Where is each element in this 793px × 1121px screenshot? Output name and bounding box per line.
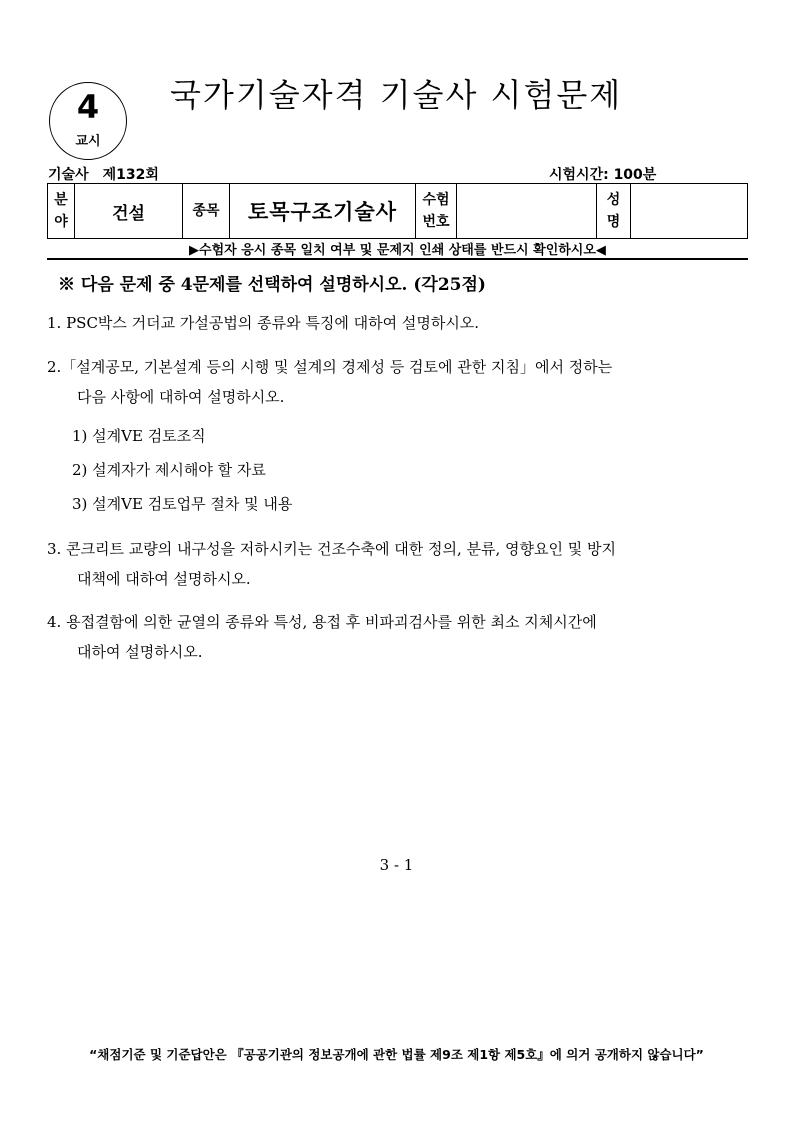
session-number: 4: [76, 88, 100, 126]
exam-info-table: [47, 183, 748, 239]
page-number: 3 - 1: [379, 856, 414, 874]
session-badge: [49, 82, 127, 160]
question-2-sub-2: 2) 설계자가 제시해야 할 자료: [72, 461, 266, 479]
question-2: 2.「설계공모, 기본설계 등의 시행 및 설계의 경제성 등 검토에 관한 지침」에서 정하는 다음 사항에 대하여 설명하시오.: [47, 358, 613, 406]
exam-title: 국가기술자격 기술사 시험문제: [170, 76, 623, 114]
field-label: 분 야: [48, 184, 75, 239]
type-value: 토목구조기술사: [230, 184, 416, 239]
session-label: 교시: [75, 134, 101, 149]
exam-number-field[interactable]: [457, 184, 597, 239]
exam-meta: [48, 164, 159, 184]
exam-category: 기술사: [48, 167, 89, 183]
instruction: ※ 다음 문제 중 4문제를 선택하여 설명하시오. (각25점): [58, 275, 486, 295]
question-1: 1. PSC박스 거더교 가설공법의 종류와 특징에 대하여 설명하시오.: [47, 314, 480, 332]
question-2-sub-1: 1) 설계VE 검토조직: [72, 427, 206, 445]
question-3: 3. 콘크리트 교량의 내구성을 저하시키는 건조수축에 대한 정의, 분류, 영향요인 및 방지 대책에 대하여 설명하시오.: [47, 540, 616, 588]
exam-time: 시험시간: 100분: [549, 167, 657, 183]
type-label: 종목: [183, 184, 230, 239]
question-4: 4. 용접결함에 의한 균열의 종류와 특성, 용접 후 비파괴검사를 위한 최소 지체시간에 대하여 설명하시오.: [47, 613, 597, 661]
divider: [47, 258, 748, 260]
notice: ▶수험자 응시 종목 일치 여부 및 문제지 인쇄 상태를 반드시 확인하시오◀: [189, 243, 606, 258]
field-value: 건설: [75, 184, 183, 239]
question-2-sub-3: 3) 설계VE 검토업무 절차 및 내용: [72, 495, 293, 513]
name-label: 성 명: [597, 184, 631, 239]
exam-number-label: 수험 번호: [416, 184, 457, 239]
name-field[interactable]: [631, 184, 748, 239]
exam-round: 제132회: [102, 167, 159, 183]
footer-note: “채점기준 및 기준답안은 『공공기관의 정보공개에 관한 법률 제9조 제1항 제5호』에 의거 공개하지 않습니다”: [89, 1047, 704, 1062]
